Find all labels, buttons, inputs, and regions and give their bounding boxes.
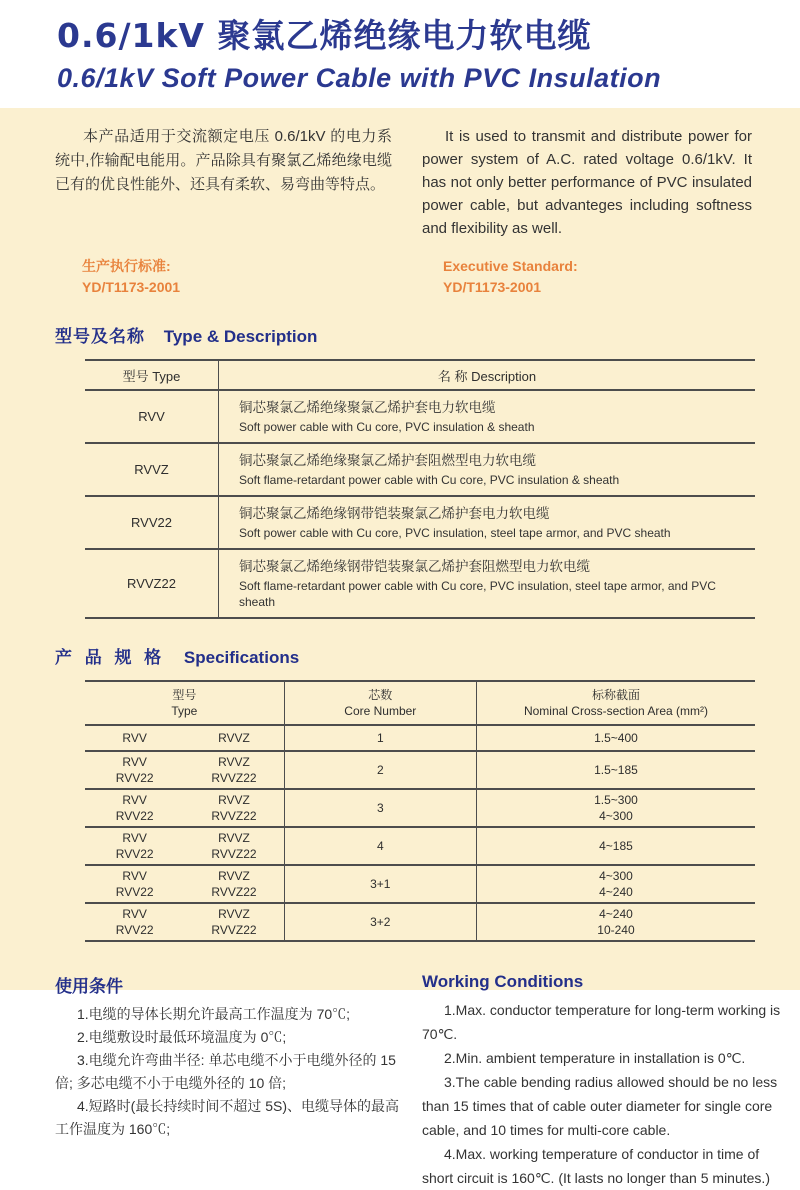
description-cell: [219, 497, 755, 548]
type-section-heading-zh: 型号及名称: [55, 327, 145, 346]
intro-paragraph-zh: 本产品适用于交流额定电压 0.6/1kV 的电力系统中,作输配电能用。产品除具有聚氯乙烯绝缘电缆已有的优良性能外、还具有柔软、易弯曲等特点。: [55, 128, 392, 193]
description-cell: [219, 444, 755, 495]
spec-area-header-zh: 标称截面: [591, 688, 640, 702]
working-condition-item: 1.Max. conductor temperature for long-term working is 70℃.: [422, 1002, 781, 1042]
core-number-cell: 3+1: [285, 866, 477, 902]
area-cell: [477, 790, 755, 826]
usage-condition-item: 3.电缆允许弯曲半径: 单芯电缆不小于电缆外径的 15 倍; 多芯电缆不小于电缆外径的 10 倍;: [55, 1052, 396, 1091]
type-cell: RVVZ22: [85, 550, 219, 617]
type-label: RVV: [122, 907, 147, 921]
standard-en-label: Executive Standard:: [443, 258, 578, 274]
area-value: 4~185: [599, 839, 633, 853]
area-cell: [477, 904, 755, 940]
usage-condition-item: 2.电缆敷设时最低环境温度为 0℃;: [77, 1029, 287, 1045]
type-label: RVVZ: [218, 831, 250, 845]
type-cell: RVV22: [85, 497, 219, 548]
description-column-header: 名 称 Description: [437, 368, 537, 384]
spec-core-header-en: Core Number: [344, 704, 417, 718]
standard-zh-value: YD/T1173-2001: [82, 279, 181, 295]
spec-section-heading-en: Specifications: [183, 648, 300, 667]
description-zh: 铜芯聚氯乙烯绝缘聚氯乙烯护套电力软电缆: [239, 400, 496, 415]
standards-section: [0, 256, 800, 298]
type-label: RVV22: [115, 923, 154, 937]
type-column-header: 型号 Type: [85, 361, 219, 389]
type-label: RVVZ: [218, 869, 250, 883]
spec-type-column-header: [85, 682, 285, 724]
usage-condition-item: 1.电缆的导体长期允许最高工作温度为 70℃;: [77, 1006, 351, 1022]
spec-type-header-zh: 型号: [172, 688, 197, 702]
type-label: RVVZ22: [211, 885, 257, 899]
spec-types-cell: [85, 752, 285, 788]
description-en: Soft power cable with Cu core, PVC insulation & sheath: [239, 420, 535, 434]
description-zh: 铜芯聚氯乙烯绝缘钢带铠装聚氯乙烯护套阻燃型电力软电缆: [239, 559, 590, 574]
spec-row: [85, 826, 755, 864]
area-value: 1.5~400: [594, 731, 638, 745]
description-cell: [219, 550, 755, 617]
type-description-table: [85, 359, 755, 619]
spec-types-cell: [85, 866, 285, 902]
type-label: RVVZ: [218, 755, 250, 769]
type-label: RVVZ22: [211, 847, 257, 861]
type-label: RVVZ22: [211, 771, 257, 785]
area-value: 4~240: [599, 907, 633, 921]
spec-row: [85, 864, 755, 902]
area-cell: [477, 726, 755, 750]
type-label: RVV: [122, 755, 147, 769]
page-title-zh: 0.6/1kV 聚氯乙烯绝缘电力软电缆: [57, 16, 592, 55]
type-label: RVV22: [115, 885, 154, 899]
type-label: RVVZ: [218, 793, 250, 807]
spec-section-heading: [55, 643, 800, 668]
area-value: 4~240: [599, 885, 633, 899]
type-label: RVV22: [115, 809, 154, 823]
working-condition-item: 2.Min. ambient temperature in installation is 0℃.: [444, 1050, 746, 1066]
type-label: RVV22: [115, 771, 154, 785]
area-cell: [477, 866, 755, 902]
spec-core-column-header: [285, 682, 477, 724]
core-number-cell: 3+2: [285, 904, 477, 940]
working-conditions-heading: Working Conditions: [422, 972, 584, 991]
intro-paragraph-en: It is used to transmit and distribute power for power system of A.C. rated voltage 0.6/1kV. It has not only better performance of PVC insulated power cable, but advanteges including softness and flexibility as well.: [422, 128, 752, 237]
type-section-heading-en: Type & Description: [163, 327, 318, 346]
description-en: Soft power cable with Cu core, PVC insulation, steel tape armor, and PVC sheath: [239, 526, 671, 540]
type-table-header-row: [85, 361, 755, 389]
type-cell: RVV: [85, 391, 219, 442]
type-label: RVVZ22: [211, 809, 257, 823]
type-label: RVV: [122, 793, 147, 807]
standard-en: [443, 256, 578, 298]
table-row: [85, 442, 755, 495]
spec-types-cell: [85, 790, 285, 826]
intro-section: [0, 108, 800, 240]
working-conditions: [422, 972, 785, 1190]
working-condition-item: 3.The cable bending radius allowed should be no less than 15 times that of cable outer diameter for single core cable, and 10 times for multi-core cable.: [422, 1074, 778, 1138]
description-zh: 铜芯聚氯乙烯绝缘聚氯乙烯护套阻燃型电力软电缆: [239, 453, 536, 468]
type-section-heading: [55, 322, 800, 347]
spec-row: [85, 902, 755, 940]
usage-conditions: [55, 972, 400, 1190]
conditions-section: [0, 972, 800, 1190]
type-label: RVVZ: [218, 907, 250, 921]
description-en: Soft flame-retardant power cable with Cu core, PVC insulation, steel tape armor, and PVC sheath: [239, 579, 716, 609]
spec-type-header-en: Type: [171, 704, 198, 718]
spec-types-cell: [85, 904, 285, 940]
spec-table-header-row: [85, 682, 755, 724]
type-label: RVV: [122, 869, 147, 883]
working-condition-item: 4.Max. working temperature of conductor in time of short circuit is 160℃. (It lasts no longer than 5 minutes.): [422, 1146, 770, 1186]
table-row: [85, 548, 755, 617]
area-value: 10-240: [597, 923, 635, 937]
description-cell: [219, 391, 755, 442]
title-band: [0, 0, 800, 108]
area-cell: [477, 752, 755, 788]
area-value: 1.5~300: [594, 793, 638, 807]
standard-en-value: YD/T1173-2001: [443, 279, 542, 295]
core-number-cell: 3: [285, 790, 477, 826]
page-title-en: 0.6/1kV Soft Power Cable with PVC Insulation: [57, 63, 662, 93]
type-label: RVV: [122, 731, 147, 745]
area-value: 4~300: [599, 809, 633, 823]
description-zh: 铜芯聚氯乙烯绝缘钢带铠装聚氯乙烯护套电力软电缆: [239, 506, 550, 521]
spec-core-header-zh: 芯数: [368, 688, 393, 702]
table-row: [85, 495, 755, 548]
standard-zh-label: 生产执行标准:: [82, 258, 171, 274]
area-cell: [477, 828, 755, 864]
type-label: RVVZ22: [211, 923, 257, 937]
specifications-table: [85, 680, 755, 942]
usage-conditions-heading: 使用条件: [55, 977, 123, 996]
area-value: 1.5~185: [594, 763, 638, 777]
core-number-cell: 4: [285, 828, 477, 864]
spec-row: [85, 788, 755, 826]
usage-condition-item: 4.短路时(最长持续时间不超过 5S)、电缆导体的最高工作温度为 160℃;: [55, 1098, 400, 1137]
spec-area-header-en: Nominal Cross-section Area (mm²): [523, 704, 708, 718]
type-label: RVVZ: [218, 731, 250, 745]
description-en: Soft flame-retardant power cable with Cu core, PVC insulation & sheath: [239, 473, 620, 487]
spec-types-cell: [85, 726, 285, 750]
spec-types-cell: [85, 828, 285, 864]
area-value: 4~300: [599, 869, 633, 883]
spec-row: [85, 750, 755, 788]
spec-area-column-header: [477, 682, 755, 724]
core-number-cell: 1: [285, 726, 477, 750]
type-label: RVV22: [115, 847, 154, 861]
spec-section-heading-zh: 产 品 规 格: [55, 648, 166, 667]
table-row: [85, 389, 755, 442]
spec-row: [85, 724, 755, 750]
standard-zh: [82, 256, 362, 298]
type-cell: RVVZ: [85, 444, 219, 495]
type-label: RVV: [122, 831, 147, 845]
core-number-cell: 2: [285, 752, 477, 788]
